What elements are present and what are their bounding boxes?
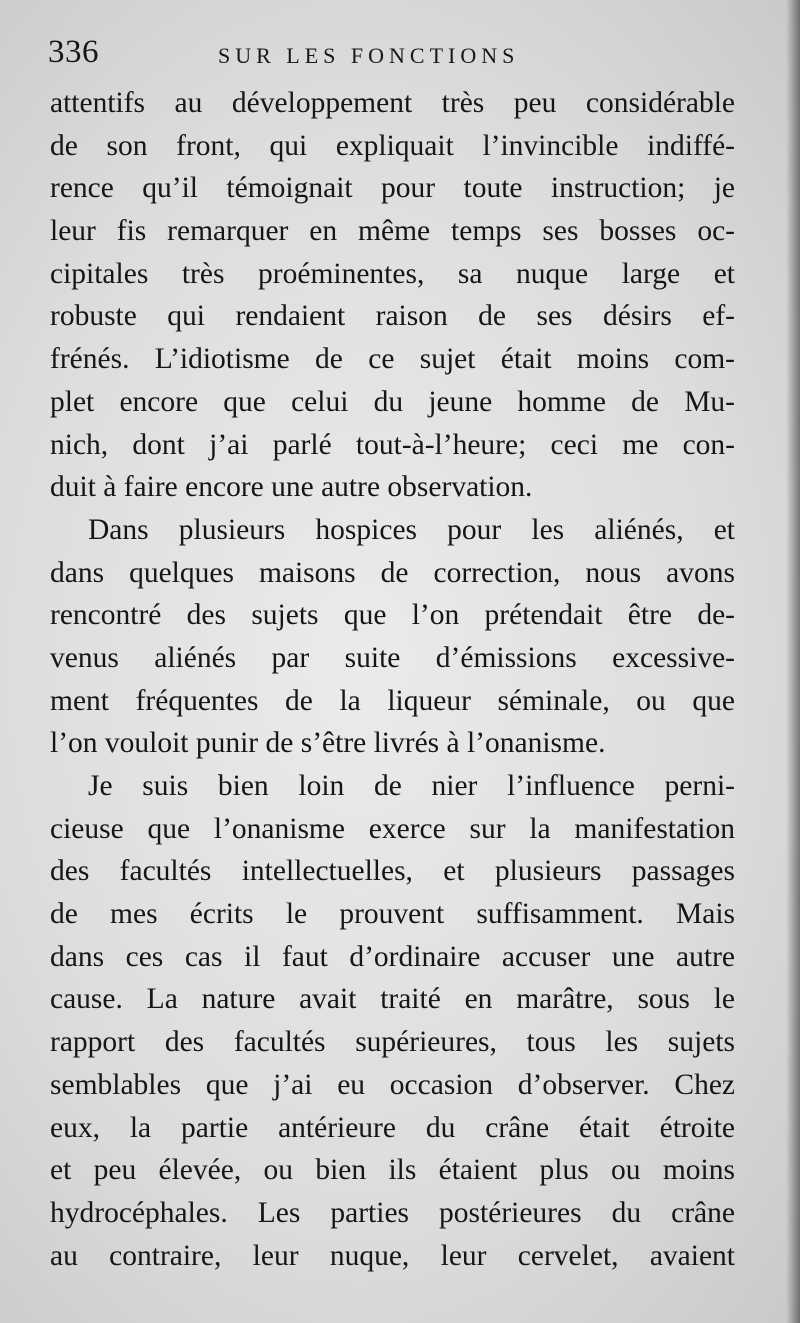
text-line: dans quelques maisons de correction, nous avons [50,556,735,589]
text-line: hydrocéphales. Les parties postérieures du crâne [50,1196,735,1229]
text-line: venus aliénés par suite d’émissions excessive- [50,641,735,674]
text-line: de mes écrits le prouvent suffisamment. Mais [50,898,735,931]
text-line: frénés. L’idiotisme de ce sujet était moins com- [50,343,735,376]
text-line: plet encore que celui du jeune homme de Mu- [50,385,735,418]
text-line: l’on vouloit punir de s’être livrés à l’onanisme. [50,727,606,760]
text-line: duit à faire encore une autre observation. [50,471,533,504]
text-line: robuste qui rendaient raison de ses désirs ef- [50,300,735,333]
text-line: cipitales très proéminentes, sa nuque large et [50,257,735,290]
text-line: leur fis remarquer en même temps ses bosses oc- [50,215,735,248]
paragraph-start-line: Dans plusieurs hospices pour les aliénés, et [88,513,735,546]
text-line: nich, dont j’ai parlé tout-à-l’heure; ceci me con- [50,428,735,461]
running-head: SUR LES FONCTIONS [218,43,520,68]
text-line: rence qu’il témoignait pour toute instruction; je [50,172,735,205]
text-line: dans ces cas il faut d’ordinaire accuser une autre [50,940,735,973]
text-line: au contraire, leur nuque, leur cervelet, avaient [50,1239,735,1272]
text-line: et peu élevée, ou bien ils étaient plus ou moins [50,1154,735,1187]
text-line: cieuse que l’onanisme exerce sur la manifestation [50,812,735,845]
paragraph-start-line: Je suis bien loin de nier l’influence perni- [88,770,735,802]
text-line: rapport des facultés supérieures, tous les sujets [50,1026,735,1059]
text-line: attentifs au développement très peu considérable [50,87,735,119]
page-edge-shadow [786,0,800,1323]
text-line: rencontré des sujets que l’on prétendait être de- [50,599,735,632]
body-text [50,82,735,1277]
text-line: des facultés intellectuelles, et plusieurs passages [50,855,735,888]
text-line: semblables que j’ai eu occasion d’observer. Chez [50,1068,735,1101]
text-line: de son front, qui expliquait l’invincible indiffé- [50,129,735,162]
text-line: cause. La nature avait traité en marâtre, sous le [50,983,735,1016]
text-line: ment fréquentes de la liqueur séminale, ou que [50,684,735,717]
page-number: 336 [48,34,99,70]
page-header [48,30,748,76]
text-line: eux, la partie antérieure du crâne était étroite [50,1111,735,1144]
